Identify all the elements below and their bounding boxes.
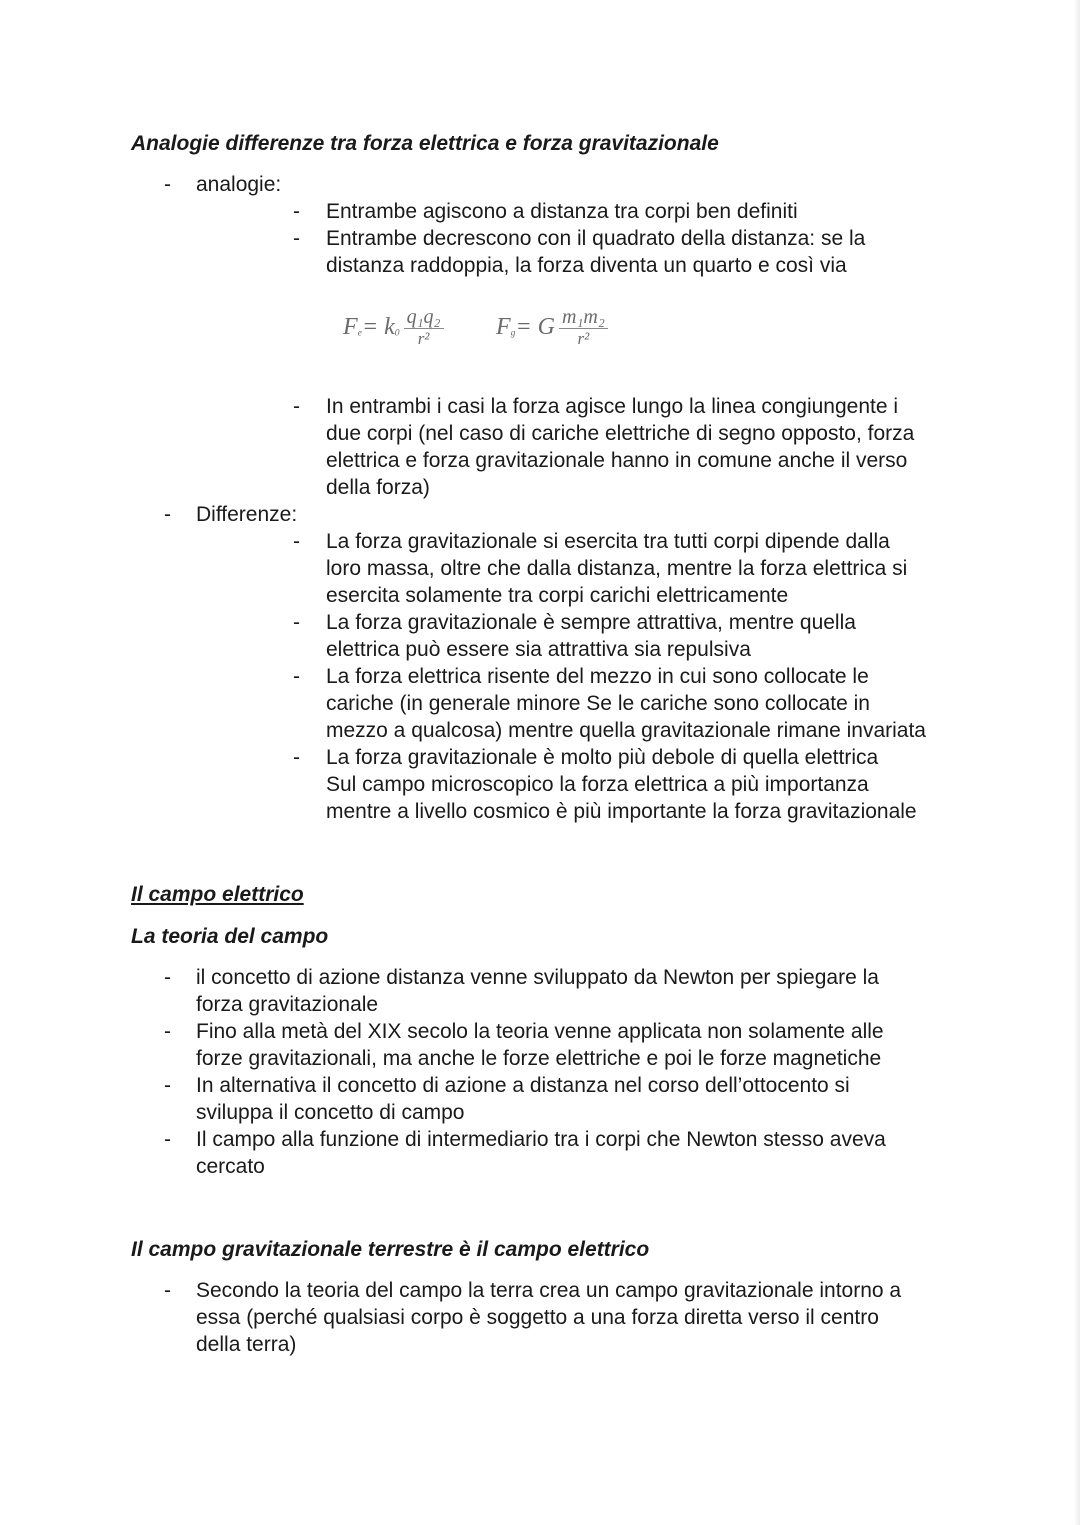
differenze-item-1-line-3: esercita solamente tra corpi carichi elettricamente [326, 584, 789, 607]
differenze-item-4-line-3: mentre a livello cosmico è più importante la forza gravitazionale [326, 800, 917, 823]
formula-electric-force [343, 306, 444, 349]
section-title-campo-elettrico: Il campo elettrico [131, 883, 304, 906]
bullet-dash: - [164, 1074, 171, 1097]
analogie-item-3-line-3: elettrica e forza gravitazionale hanno in comune anche il verso [326, 449, 908, 472]
bullet-dash: - [293, 665, 300, 688]
bullet-dash: - [293, 227, 300, 250]
gravitazionale-item-1-line-3: della terra) [196, 1333, 297, 1356]
bullet-dash: - [164, 1020, 171, 1043]
differenze-item-1-line-1: La forza gravitazionale si esercita tra tutti corpi dipende dalla [326, 530, 890, 553]
formula-gravitational-force [496, 306, 608, 349]
formula-electric-lhs: F [343, 314, 358, 340]
formula-gravity-fraction [559, 306, 608, 349]
differenze-item-2-line-1: La forza gravitazionale è sempre attrattiva, mentre quella [326, 611, 856, 634]
formula-gravity-lhs-sub: g [510, 327, 516, 339]
differenze-item-3-line-1: La forza elettrica risente del mezzo in cui sono collocate le [326, 665, 869, 688]
bullet-dash: - [164, 173, 171, 196]
analogie-label: analogie: [196, 173, 282, 196]
bullet-dash: - [293, 530, 300, 553]
bullet-dash: - [164, 503, 171, 526]
subsection-title-teoria-campo: La teoria del campo [131, 925, 329, 948]
campo-item-4-line-1: Il campo alla funzione di intermediario tra i corpi che Newton stesso aveva [196, 1128, 886, 1151]
analogie-item-2-line-1: Entrambe decrescono con il quadrato della distanza: se la [326, 227, 866, 250]
section-title-campo-gravitazionale: Il campo gravitazionale terrestre è il campo elettrico [131, 1238, 650, 1261]
gravitazionale-item-1-line-1: Secondo la teoria del campo la terra crea un campo gravitazionale intorno a [196, 1279, 902, 1302]
bullet-dash: - [293, 746, 300, 769]
differenze-item-2-line-2: elettrica può essere sia attrattiva sia repulsiva [326, 638, 751, 661]
page-edge-shadow [1074, 0, 1080, 1525]
formula-electric-k-sub: 0 [394, 327, 400, 339]
campo-item-1-line-2: forza gravitazionale [196, 993, 379, 1016]
analogie-item-2-line-2: distanza raddoppia, la forza diventa un quarto e così via [326, 254, 847, 277]
campo-item-1-line-1: il concetto di azione distanza venne sviluppato da Newton per spiegare la [196, 966, 879, 989]
differenze-item-3-line-2: cariche (in generale minore Se le cariche sono collocate in [326, 692, 870, 715]
formula-gravity-denominator: r² [577, 329, 590, 348]
bullet-dash: - [164, 1128, 171, 1151]
campo-item-2-line-2: forze gravitazionali, ma anche le forze elettriche e poi le forze magnetiche [196, 1047, 882, 1070]
bullet-dash: - [293, 611, 300, 634]
analogie-item-3-line-1: In entrambi i casi la forza agisce lungo la linea congiungente i [326, 395, 899, 418]
differenze-label: Differenze: [196, 503, 298, 526]
analogie-item-1-line-1: Entrambe agiscono a distanza tra corpi ben definiti [326, 200, 798, 223]
differenze-item-1-line-2: loro massa, oltre che dalla distanza, mentre la forza elettrica si [326, 557, 908, 580]
formula-electric-fraction [404, 306, 444, 349]
formula-electric-lhs-sub: e [357, 327, 362, 339]
differenze-item-3-line-3: mezzo a qualcosa) mentre quella gravitazionale rimane invariata [326, 719, 926, 742]
bullet-dash: - [293, 395, 300, 418]
campo-item-3-line-2: sviluppa il concetto di campo [196, 1101, 465, 1124]
campo-item-4-line-2: cercato [196, 1155, 265, 1178]
gravitazionale-item-1-line-2: essa (perché qualsiasi corpo è soggetto a una forza diretta verso il centro [196, 1306, 879, 1329]
bullet-dash: - [293, 200, 300, 223]
campo-item-2-line-1: Fino alla metà del XIX secolo la teoria venne applicata non solamente alle [196, 1020, 884, 1043]
formula-gravity-lhs: F [496, 314, 511, 340]
differenze-item-4-line-2: Sul campo microscopico la forza elettrica a più importanza [326, 773, 869, 796]
analogie-item-3-line-2: due corpi (nel caso di cariche elettriche di segno opposto, forza [326, 422, 915, 445]
section-title-analogie: Analogie differenze tra forza elettrica e forza gravitazionale [131, 132, 719, 155]
differenze-item-4-line-1: La forza gravitazionale è molto più debole di quella elettrica [326, 746, 879, 769]
formula-electric-numerator: q₁q₂ [404, 306, 444, 329]
bullet-dash: - [164, 966, 171, 989]
campo-item-3-line-1: In alternativa il concetto di azione a distanza nel corso dell’ottocento si [196, 1074, 850, 1097]
bullet-dash: - [164, 1279, 171, 1302]
formula-electric-eq: = k [361, 314, 395, 340]
formula-electric-denominator: r² [417, 329, 430, 348]
formula-gravity-eq: = G [515, 314, 555, 340]
analogie-item-3-line-4: della forza) [326, 476, 430, 499]
formula-gravity-numerator: m₁m₂ [559, 306, 608, 329]
